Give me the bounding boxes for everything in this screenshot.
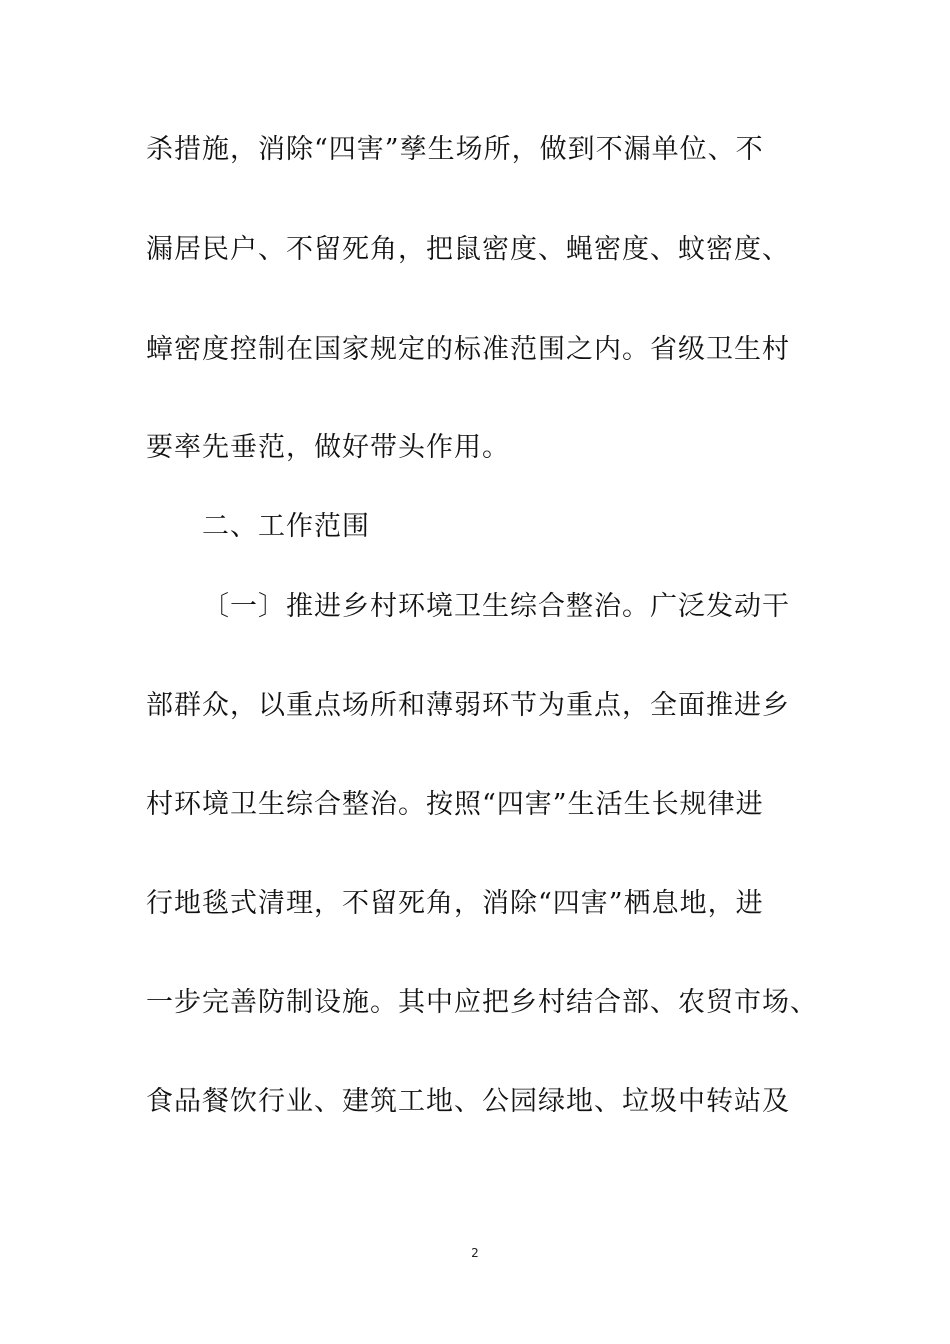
text-line: 食品餐饮行业、建筑工地、公园绿地、垃圾中转站及 <box>146 1086 790 1117</box>
text-line: 行地毯式清理，不留死角，消除“四害”栖息地，进 <box>146 888 764 919</box>
text-line: 要率先垂范，做好带头作用。 <box>146 432 510 463</box>
text-line: 漏居民户、不留死角，把鼠密度、蝇密度、蚊密度、 <box>146 234 790 265</box>
text-line: 蟑密度控制在国家规定的标准范围之内。省级卫生村 <box>146 334 790 365</box>
text-line: 部群众，以重点场所和薄弱环节为重点，全面推进乡 <box>146 690 790 721</box>
page-number: 2 <box>471 1246 479 1260</box>
paragraph-first-line: 〔一〕推进乡村环境卫生综合整治。广泛发动干 <box>202 591 790 622</box>
section-heading: 二、工作范围 <box>202 511 370 542</box>
text-line: 杀措施，消除“四害”孳生场所，做到不漏单位、不 <box>146 134 764 165</box>
text-line: 村环境卫生综合整治。按照“四害”生活生长规律进 <box>146 789 764 820</box>
text-line: 一步完善防制设施。其中应把乡村结合部、农贸市场、 <box>146 987 818 1018</box>
